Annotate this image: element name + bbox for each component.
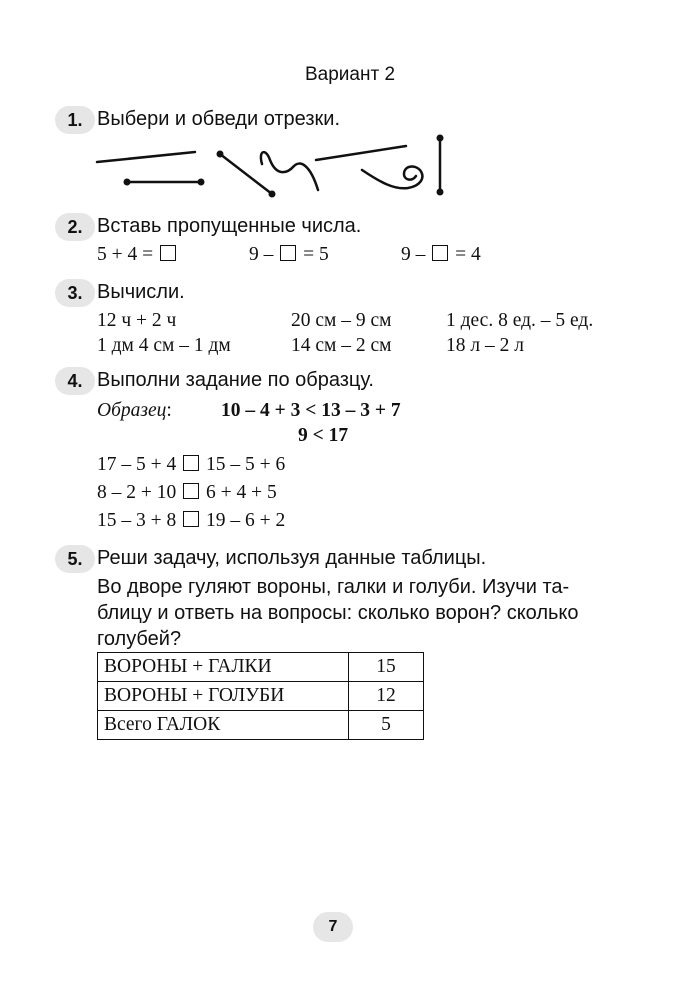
line-no-endpoints bbox=[97, 152, 195, 162]
expression: 1 дес. 8 ед. – 5 ед. bbox=[446, 310, 594, 331]
comparison-box[interactable] bbox=[183, 483, 199, 499]
equation bbox=[401, 244, 481, 266]
task-number-badge: 2. bbox=[55, 213, 95, 241]
endpoint bbox=[269, 191, 276, 198]
expression: 12 ч + 2 ч bbox=[97, 310, 177, 331]
page-number: 7 bbox=[313, 912, 353, 942]
endpoint bbox=[217, 151, 224, 158]
task-number-badge: 3. bbox=[55, 279, 95, 307]
wavy-curve bbox=[261, 152, 318, 190]
equation-left: 9 – bbox=[401, 244, 426, 265]
expression: 18 л – 2 л bbox=[446, 335, 524, 356]
task-number-badge: 1. bbox=[55, 106, 95, 134]
ray-line bbox=[316, 146, 406, 160]
endpoint bbox=[124, 179, 131, 186]
answer-box[interactable] bbox=[280, 245, 296, 261]
comparison-box[interactable] bbox=[183, 455, 199, 471]
task-number-badge: 5. bbox=[55, 545, 95, 573]
table-cell-label: ВОРОНЫ + ГОЛУБИ bbox=[98, 682, 349, 711]
table-row bbox=[98, 682, 424, 711]
endpoint bbox=[198, 179, 205, 186]
page-title: Вариант 2 bbox=[304, 64, 396, 85]
comparison-left: 15 – 3 + 8 bbox=[97, 510, 177, 531]
table-cell-label: Всего ГАЛОК bbox=[98, 711, 349, 740]
table-row bbox=[98, 653, 424, 682]
expression: 20 см – 9 см bbox=[291, 310, 392, 331]
comparison-right: 15 – 5 + 6 bbox=[206, 454, 286, 475]
table-cell-value: 12 bbox=[349, 682, 424, 711]
answer-box[interactable] bbox=[432, 245, 448, 261]
comparison-left: 8 – 2 + 10 bbox=[97, 482, 177, 503]
equation-left: 9 – bbox=[249, 244, 274, 265]
endpoint bbox=[437, 135, 444, 142]
task-title: Выбери и обведи отрезки. bbox=[97, 108, 341, 130]
comparison-row bbox=[97, 482, 277, 504]
segment-diagonal bbox=[220, 154, 272, 194]
table-cell-value: 15 bbox=[349, 653, 424, 682]
endpoint bbox=[437, 189, 444, 196]
problem-text-line: блицу и ответь на вопросы: сколько ворон? сколько bbox=[97, 602, 579, 624]
sample-label-colon: : bbox=[166, 400, 172, 421]
problem-text-line: Во дворе гуляют вороны, галки и голуби. Изучи та- bbox=[97, 576, 570, 598]
comparison-right: 6 + 4 + 5 bbox=[206, 482, 277, 503]
sample-result: 9 < 17 bbox=[298, 425, 349, 446]
expression: 14 см – 2 см bbox=[291, 335, 392, 356]
comparison-row bbox=[97, 510, 285, 532]
equation bbox=[249, 244, 329, 266]
table-row bbox=[98, 711, 424, 740]
comparison-right: 19 – 6 + 2 bbox=[206, 510, 286, 531]
answer-box[interactable] bbox=[160, 245, 176, 261]
equation-right: = 4 bbox=[455, 244, 481, 265]
table-cell-value: 5 bbox=[349, 711, 424, 740]
sample-label bbox=[97, 400, 172, 422]
task-number-badge: 4. bbox=[55, 367, 95, 395]
problem-text-line: голубей? bbox=[97, 628, 182, 650]
equation-left: 5 + 4 = bbox=[97, 244, 154, 265]
lines-figure bbox=[0, 130, 700, 200]
data-table bbox=[97, 652, 424, 740]
sample-expression: 10 – 4 + 3 < 13 – 3 + 7 bbox=[221, 400, 401, 421]
task-title: Вставь пропущенные числа. bbox=[97, 215, 362, 237]
task-title: Реши задачу, используя данные таблицы. bbox=[97, 547, 487, 569]
task-title: Выполни задание по образцу. bbox=[97, 369, 374, 391]
equation-right: = 5 bbox=[303, 244, 329, 265]
comparison-row bbox=[97, 454, 285, 476]
comparison-left: 17 – 5 + 4 bbox=[97, 454, 177, 475]
sample-label-text: Образец bbox=[97, 400, 167, 421]
spiral-curve bbox=[362, 167, 422, 189]
expression: 1 дм 4 см – 1 дм bbox=[97, 335, 231, 356]
equation bbox=[97, 244, 178, 266]
table-cell-label: ВОРОНЫ + ГАЛКИ bbox=[98, 653, 349, 682]
task-title: Вычисли. bbox=[97, 281, 185, 303]
comparison-box[interactable] bbox=[183, 511, 199, 527]
